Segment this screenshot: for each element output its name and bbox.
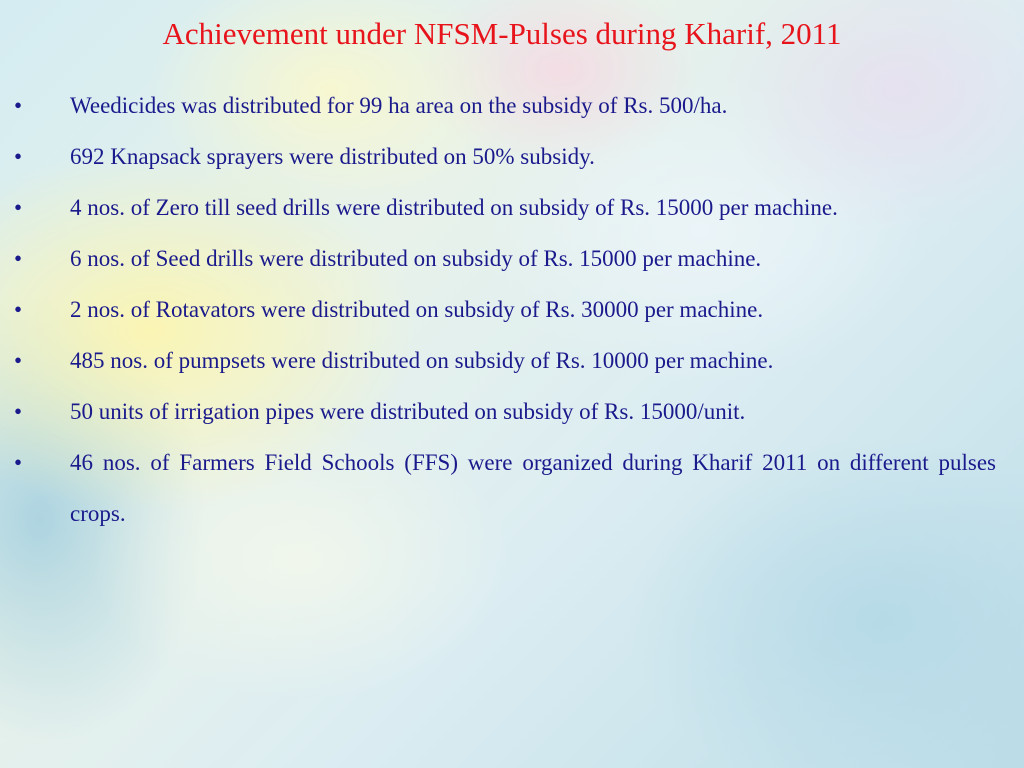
bullet-item <box>14 386 996 437</box>
bullet-item <box>14 131 996 182</box>
bullet-marker: • <box>14 93 23 118</box>
bullet-marker: • <box>14 246 23 271</box>
bullet-text: Weedicides was distributed for 99 ha area on the subsidy of Rs. 500/ha. <box>70 93 728 118</box>
bullet-marker: • <box>14 144 23 169</box>
bullet-list <box>14 80 996 539</box>
bullet-item <box>14 335 996 386</box>
bullet-item <box>14 182 996 233</box>
bullet-text: 46 nos. of Farmers Field Schools (FFS) were organized during Kharif 2011 on different pulses crops. <box>70 450 996 526</box>
bullet-marker: • <box>14 297 23 322</box>
bullet-text: 6 nos. of Seed drills were distributed on subsidy of Rs. 15000 per machine. <box>70 246 762 271</box>
bullet-text: 50 units of irrigation pipes were distributed on subsidy of Rs. 15000/unit. <box>70 399 746 424</box>
bullet-marker: • <box>14 348 23 373</box>
bullet-text: 2 nos. of Rotavators were distributed on subsidy of Rs. 30000 per machine. <box>70 297 764 322</box>
slide-title: Achievement under NFSM-Pulses during Kharif, 2011 <box>162 16 842 51</box>
bullet-marker: • <box>14 399 23 424</box>
bullet-marker: • <box>14 450 23 475</box>
bullet-item <box>14 80 996 131</box>
bullet-item <box>14 233 996 284</box>
bullet-marker: • <box>14 195 23 220</box>
bullet-text: 485 nos. of pumpsets were distributed on subsidy of Rs. 10000 per machine. <box>70 348 774 373</box>
bullet-text: 692 Knapsack sprayers were distributed on 50% subsidy. <box>70 144 595 169</box>
bullet-item <box>14 284 996 335</box>
bullet-item <box>14 437 996 539</box>
bullet-text: 4 nos. of Zero till seed drills were distributed on subsidy of Rs. 15000 per machine. <box>70 195 838 220</box>
